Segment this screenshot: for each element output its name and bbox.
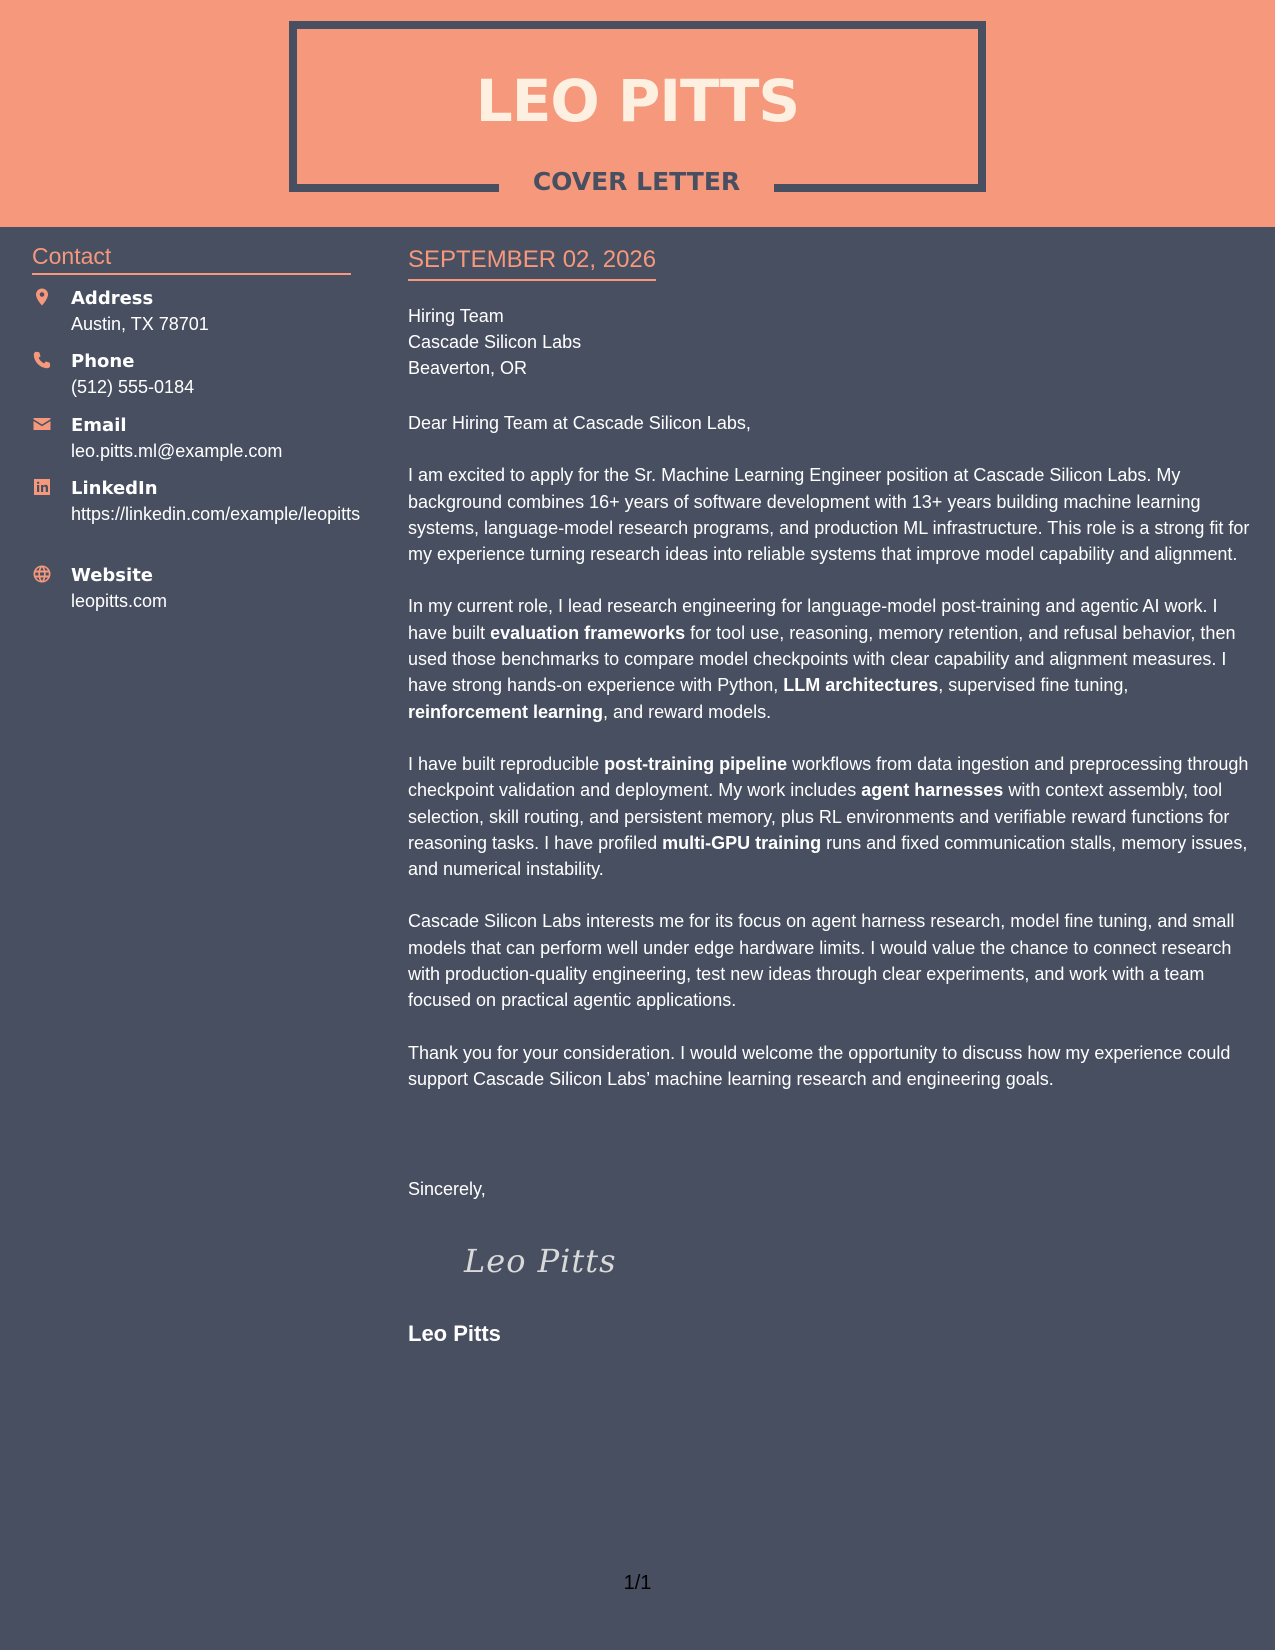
text-run: runs and fixed communication stalls, memory issues, and numerical instability. <box>408 832 1248 880</box>
contact-label: Email <box>71 415 127 436</box>
letter-body <box>408 410 1253 1118</box>
contact-value: Austin, TX 78701 <box>71 314 209 334</box>
emphasis: reinforcement learning <box>408 701 604 722</box>
emphasis: LLM architectures <box>783 675 939 696</box>
recipient-line: Beaverton, OR <box>408 358 528 378</box>
recipient-line: Cascade Silicon Labs <box>408 332 582 352</box>
text-run: In my current role, I lead research engineering for language-model post-training and agentic AI work. I have built <box>408 596 1218 643</box>
emphasis: evaluation frameworks <box>490 622 686 643</box>
letter-date: SEPTEMBER 02, 2026 <box>408 245 656 281</box>
text-run: I have built reproducible <box>408 753 605 774</box>
signature <box>460 1232 630 1293</box>
text-run: workflows from data ingestion and preprocessing through checkpoint validation and deployment. My work includes <box>408 753 1249 801</box>
paragraph: I am excited to apply for the Sr. Machine Learning Engineer position at Cascade Silicon Labs. My background combines 16+ years of software development with 13+ years building machine learning systems, language-model research programs, and production ML infrastructure. This role is a strong fit for my experience turning research ideas into reliable systems that improve model capability and alignment. <box>408 465 1250 565</box>
signature-text: Leo Pitts <box>464 1242 617 1280</box>
emphasis: agent harnesses <box>861 780 1004 801</box>
paragraph <box>408 593 1253 724</box>
contact-value: leo.pitts.ml@example.com <box>71 441 283 461</box>
contact-label: LinkedIn <box>71 478 158 499</box>
contact-value: (512) 555-0184 <box>71 377 195 397</box>
recipient-block <box>408 303 581 381</box>
contact-label: Address <box>71 288 154 309</box>
contact-heading: Contact <box>32 241 351 275</box>
salutation: Dear Hiring Team at Cascade Silicon Labs, <box>408 413 751 433</box>
text-run: for tool use, reasoning, memory retention, and refusal behavior, then used those benchmarks to compare model checkpoints with clear capability and alignment measures. I have strong hands-on experience with Python, <box>408 622 1236 696</box>
closing: Sincerely, <box>408 1179 486 1199</box>
paragraph: Thank you for your consideration. I would welcome the opportunity to discuss how my experience could support Cascade Silicon Labs’ machine learning research and engineering goals. <box>408 1042 1231 1089</box>
text-run: with context assembly, tool selection, skill routing, and persistent memory, plus RL environments and verifiable reward functions for reasoning tasks. I have profiled <box>408 780 1230 853</box>
recipient-line: Hiring Team <box>408 306 504 326</box>
map-pin-icon <box>32 287 56 311</box>
paragraph <box>408 751 1253 882</box>
phone-icon <box>32 350 56 374</box>
contact-label: Website <box>71 565 154 586</box>
emphasis: post-training pipeline <box>604 753 788 774</box>
contact-link[interactable]: leopitts.com <box>71 591 168 611</box>
emphasis: multi-GPU training <box>662 832 822 853</box>
envelope-icon <box>32 414 56 438</box>
signer-name: Leo Pitts <box>408 1321 501 1346</box>
contact-link[interactable]: https://linkedin.com/example/leopitts <box>71 504 361 524</box>
page-number: 1/1 <box>623 1572 652 1594</box>
document-subtitle: COVER LETTER <box>532 167 741 196</box>
linkedin-icon <box>32 477 56 501</box>
paragraph: Cascade Silicon Labs interests me for its focus on agent harness research, model fine tuning, and small models that can perform well under edge hardware limits. I would value the chance to connect research with production-quality engineering, test new ideas through clear experiments, and work with a team focused on practical agentic applications. <box>408 911 1235 1011</box>
text-run: , and reward models. <box>603 701 772 722</box>
text-run: , supervised fine tuning, <box>938 675 1129 696</box>
contact-label: Phone <box>71 351 135 372</box>
applicant-name: LEO PITTS <box>475 67 800 135</box>
globe-icon <box>32 564 56 588</box>
